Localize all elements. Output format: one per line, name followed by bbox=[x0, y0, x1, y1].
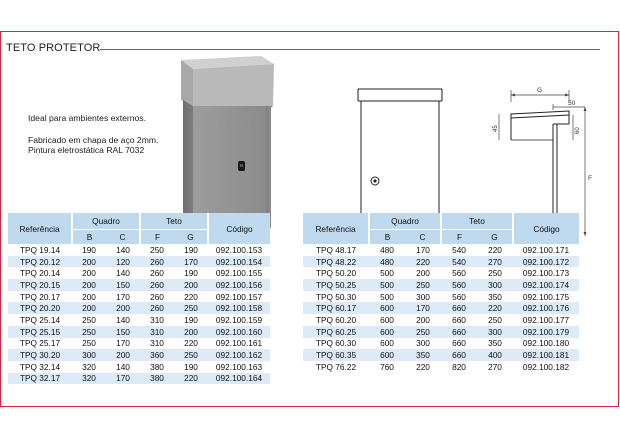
b-cell: 320 bbox=[72, 373, 106, 385]
f-cell: 660 bbox=[441, 326, 477, 338]
table-row bbox=[303, 302, 579, 314]
f-cell: 260 bbox=[140, 267, 174, 279]
c-cell: 200 bbox=[405, 267, 441, 279]
c-cell: 300 bbox=[405, 338, 441, 350]
f-cell: 820 bbox=[441, 361, 477, 373]
c-cell: 200 bbox=[106, 349, 140, 361]
referencia-cell: TPQ 48.22 bbox=[303, 256, 369, 268]
f-cell: 310 bbox=[140, 326, 174, 338]
g-cell: 190 bbox=[174, 314, 208, 326]
b-cell: 500 bbox=[369, 279, 405, 291]
b-cell: 190 bbox=[72, 244, 106, 256]
c-cell: 140 bbox=[106, 361, 140, 373]
referencia-cell: TPQ 50.30 bbox=[303, 291, 369, 303]
b-cell: 480 bbox=[369, 244, 405, 256]
f-cell: 360 bbox=[140, 349, 174, 361]
header-codigo: Código bbox=[208, 213, 270, 244]
referencia-cell: TPQ 25.14 bbox=[8, 314, 72, 326]
description-line-2: Fabricado em chapa de aço 2mm. bbox=[28, 135, 159, 145]
g-cell: 190 bbox=[174, 267, 208, 279]
dim-50-label: 50 bbox=[568, 100, 576, 107]
referencia-cell: TPQ 19.14 bbox=[8, 244, 72, 256]
c-cell: 120 bbox=[106, 256, 140, 268]
b-cell: 300 bbox=[72, 349, 106, 361]
b-cell: 480 bbox=[369, 256, 405, 268]
header-referencia: Referência bbox=[8, 213, 72, 244]
title-divider bbox=[100, 49, 600, 50]
codigo-cell: 092.100.180 bbox=[513, 338, 579, 350]
g-cell: 300 bbox=[477, 326, 513, 338]
g-cell: 220 bbox=[477, 244, 513, 256]
g-cell: 220 bbox=[174, 291, 208, 303]
f-cell: 660 bbox=[441, 338, 477, 350]
f-cell: 560 bbox=[441, 291, 477, 303]
table-row bbox=[8, 349, 270, 361]
referencia-cell: TPQ 50.25 bbox=[303, 279, 369, 291]
f-cell: 380 bbox=[140, 373, 174, 385]
header-codigo: Código bbox=[513, 213, 579, 244]
codigo-cell: 092.100.164 bbox=[208, 373, 270, 385]
g-cell: 270 bbox=[477, 361, 513, 373]
codigo-cell: 092.100.182 bbox=[513, 361, 579, 373]
dim-f-label: F bbox=[588, 175, 592, 182]
header-c: C bbox=[106, 230, 140, 245]
codigo-cell: 092.100.159 bbox=[208, 314, 270, 326]
c-cell: 170 bbox=[405, 302, 441, 314]
g-cell: 200 bbox=[174, 326, 208, 338]
codigo-cell: 092.100.177 bbox=[513, 314, 579, 326]
referencia-cell: TPQ 25.15 bbox=[8, 326, 72, 338]
referencia-cell: TPQ 30.20 bbox=[8, 349, 72, 361]
g-cell: 250 bbox=[477, 267, 513, 279]
codigo-cell: 092.100.172 bbox=[513, 256, 579, 268]
dim-60-label: 60 bbox=[575, 127, 581, 134]
c-cell: 140 bbox=[106, 267, 140, 279]
referencia-cell: TPQ 60.30 bbox=[303, 338, 369, 350]
description-line-1: Ideal para ambientes externos. bbox=[28, 113, 146, 123]
b-cell: 600 bbox=[369, 302, 405, 314]
header-teto: Teto bbox=[140, 213, 208, 230]
g-cell: 350 bbox=[477, 291, 513, 303]
header-f: F bbox=[140, 230, 174, 245]
f-cell: 260 bbox=[140, 302, 174, 314]
f-cell: 260 bbox=[140, 256, 174, 268]
referencia-cell: TPQ 32.17 bbox=[8, 373, 72, 385]
table-row bbox=[8, 279, 270, 291]
c-cell: 250 bbox=[405, 326, 441, 338]
codigo-cell: 092.100.155 bbox=[208, 267, 270, 279]
table-row bbox=[303, 279, 579, 291]
referencia-cell: TPQ 60.17 bbox=[303, 302, 369, 314]
b-cell: 320 bbox=[72, 361, 106, 373]
referencia-cell: TPQ 20.14 bbox=[8, 267, 72, 279]
table-row bbox=[8, 361, 270, 373]
f-cell: 540 bbox=[441, 256, 477, 268]
spec-table-left bbox=[8, 213, 270, 384]
c-cell: 350 bbox=[405, 349, 441, 361]
referencia-cell: TPQ 60.35 bbox=[303, 349, 369, 361]
g-cell: 220 bbox=[477, 302, 513, 314]
codigo-cell: 092.100.163 bbox=[208, 361, 270, 373]
header-quadro: Quadro bbox=[369, 213, 441, 230]
b-cell: 250 bbox=[72, 314, 106, 326]
codigo-cell: 092.100.154 bbox=[208, 256, 270, 268]
referencia-cell: TPQ 32.14 bbox=[8, 361, 72, 373]
b-cell: 200 bbox=[72, 302, 106, 314]
b-cell: 760 bbox=[369, 361, 405, 373]
b-cell: 600 bbox=[369, 314, 405, 326]
g-cell: 270 bbox=[477, 256, 513, 268]
codigo-cell: 092.100.162 bbox=[208, 349, 270, 361]
referencia-cell: TPQ 25.17 bbox=[8, 338, 72, 350]
header-referencia: Referência bbox=[303, 213, 369, 244]
c-cell: 300 bbox=[405, 291, 441, 303]
codigo-cell: 092.100.171 bbox=[513, 244, 579, 256]
f-cell: 660 bbox=[441, 302, 477, 314]
codigo-cell: 092.100.157 bbox=[208, 291, 270, 303]
referencia-cell: TPQ 48.17 bbox=[303, 244, 369, 256]
referencia-cell: TPQ 20.15 bbox=[8, 279, 72, 291]
table-row bbox=[303, 326, 579, 338]
b-cell: 200 bbox=[72, 279, 106, 291]
header-quadro: Quadro bbox=[72, 213, 140, 230]
g-cell: 400 bbox=[477, 349, 513, 361]
table-row bbox=[8, 267, 270, 279]
table-row bbox=[8, 291, 270, 303]
c-cell: 170 bbox=[405, 244, 441, 256]
table-row bbox=[8, 244, 270, 256]
f-cell: 250 bbox=[140, 244, 174, 256]
table-row bbox=[303, 291, 579, 303]
b-cell: 500 bbox=[369, 291, 405, 303]
b-cell: 600 bbox=[369, 349, 405, 361]
c-cell: 170 bbox=[106, 338, 140, 350]
g-cell: 190 bbox=[174, 361, 208, 373]
c-cell: 140 bbox=[106, 244, 140, 256]
table-row bbox=[303, 244, 579, 256]
table-row bbox=[8, 256, 270, 268]
b-cell: 250 bbox=[72, 326, 106, 338]
header-f: F bbox=[441, 230, 477, 245]
table-row bbox=[8, 302, 270, 314]
c-cell: 200 bbox=[106, 302, 140, 314]
product-photo bbox=[169, 56, 279, 228]
table-row bbox=[303, 338, 579, 350]
g-cell: 170 bbox=[174, 256, 208, 268]
f-cell: 560 bbox=[441, 267, 477, 279]
b-cell: 600 bbox=[369, 326, 405, 338]
f-cell: 660 bbox=[441, 314, 477, 326]
c-cell: 170 bbox=[106, 373, 140, 385]
codigo-cell: 092.100.181 bbox=[513, 349, 579, 361]
g-cell: 250 bbox=[174, 349, 208, 361]
table-row bbox=[303, 314, 579, 326]
header-b: B bbox=[72, 230, 106, 245]
b-cell: 600 bbox=[369, 338, 405, 350]
b-cell: 200 bbox=[72, 291, 106, 303]
b-cell: 200 bbox=[72, 267, 106, 279]
f-cell: 660 bbox=[441, 349, 477, 361]
c-cell: 220 bbox=[405, 361, 441, 373]
g-cell: 190 bbox=[174, 244, 208, 256]
codigo-cell: 092.100.160 bbox=[208, 326, 270, 338]
header-c: C bbox=[405, 230, 441, 245]
f-cell: 560 bbox=[441, 279, 477, 291]
table-row bbox=[303, 256, 579, 268]
referencia-cell: TPQ 60.25 bbox=[303, 326, 369, 338]
b-cell: 500 bbox=[369, 267, 405, 279]
f-cell: 310 bbox=[140, 314, 174, 326]
table-row bbox=[8, 314, 270, 326]
codigo-cell: 092.100.179 bbox=[513, 326, 579, 338]
c-cell: 150 bbox=[106, 279, 140, 291]
codigo-cell: 092.100.158 bbox=[208, 302, 270, 314]
b-cell: 250 bbox=[72, 338, 106, 350]
codigo-cell: 092.100.156 bbox=[208, 279, 270, 291]
codigo-cell: 092.100.176 bbox=[513, 302, 579, 314]
referencia-cell: TPQ 20.20 bbox=[8, 302, 72, 314]
g-cell: 200 bbox=[174, 279, 208, 291]
table-row bbox=[303, 267, 579, 279]
f-cell: 540 bbox=[441, 244, 477, 256]
header-g: G bbox=[477, 230, 513, 245]
f-cell: 260 bbox=[140, 279, 174, 291]
table-row bbox=[8, 373, 270, 385]
f-cell: 380 bbox=[140, 361, 174, 373]
header-g: G bbox=[174, 230, 208, 245]
codigo-cell: 092.100.173 bbox=[513, 267, 579, 279]
f-cell: 260 bbox=[140, 291, 174, 303]
codigo-cell: 092.100.161 bbox=[208, 338, 270, 350]
g-cell: 220 bbox=[174, 373, 208, 385]
dim-45-label: 45 bbox=[493, 125, 499, 132]
description-line-3: Pintura eletrostática RAL 7032 bbox=[28, 145, 145, 155]
c-cell: 250 bbox=[405, 279, 441, 291]
section-title: TETO PROTETOR bbox=[6, 42, 101, 54]
g-cell: 350 bbox=[477, 338, 513, 350]
c-cell: 200 bbox=[405, 314, 441, 326]
table-row bbox=[8, 338, 270, 350]
dim-g-label: G bbox=[537, 87, 543, 94]
c-cell: 150 bbox=[106, 326, 140, 338]
g-cell: 220 bbox=[174, 338, 208, 350]
codigo-cell: 092.100.153 bbox=[208, 244, 270, 256]
b-cell: 200 bbox=[72, 256, 106, 268]
referencia-cell: TPQ 76.22 bbox=[303, 361, 369, 373]
c-cell: 220 bbox=[405, 256, 441, 268]
header-teto: Teto bbox=[441, 213, 513, 230]
header-b: B bbox=[369, 230, 405, 245]
table-row bbox=[303, 361, 579, 373]
c-cell: 170 bbox=[106, 291, 140, 303]
table-row bbox=[303, 349, 579, 361]
table-row bbox=[8, 326, 270, 338]
referencia-cell: TPQ 20.17 bbox=[8, 291, 72, 303]
f-cell: 310 bbox=[140, 338, 174, 350]
referencia-cell: TPQ 50.20 bbox=[303, 267, 369, 279]
codigo-cell: 092.100.174 bbox=[513, 279, 579, 291]
g-cell: 250 bbox=[174, 302, 208, 314]
spec-table-right bbox=[303, 213, 579, 373]
codigo-cell: 092.100.175 bbox=[513, 291, 579, 303]
g-cell: 250 bbox=[477, 314, 513, 326]
catalog-panel bbox=[0, 31, 619, 407]
g-cell: 300 bbox=[477, 279, 513, 291]
c-cell: 140 bbox=[106, 314, 140, 326]
referencia-cell: TPQ 20.12 bbox=[8, 256, 72, 268]
referencia-cell: TPQ 60.20 bbox=[303, 314, 369, 326]
